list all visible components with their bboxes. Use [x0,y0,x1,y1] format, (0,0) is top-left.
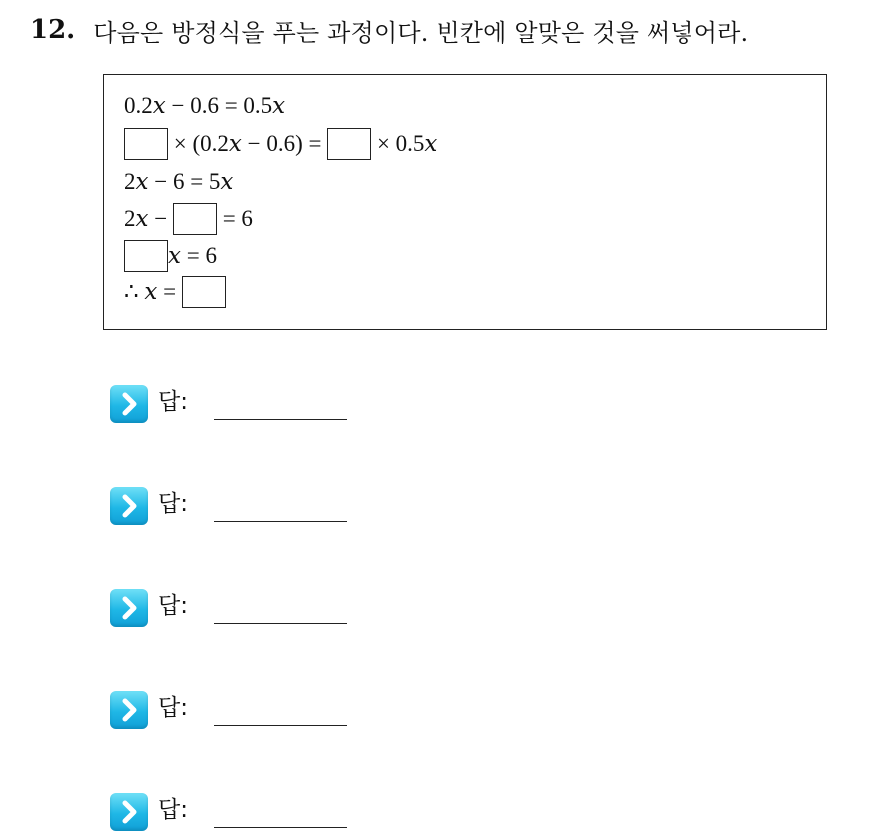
equation-text: = 6 [216,206,253,231]
equation-line-5 [124,239,217,273]
answer-row [110,485,350,525]
question-text: 다음은 방정식을 푸는 과정이다. 빈칸에 알맞은 것을 써넣어라. [93,18,749,47]
chevron-right-icon [110,793,148,831]
equation-text: 0.2𝑥 − 0.6 = 0.5𝑥 [124,93,286,118]
equation-text: ∴ 𝑥 = [124,279,182,304]
blank-box-1 [124,128,168,160]
chevron-right-icon [110,691,148,729]
blank-box-5 [182,276,226,308]
equation-line-4 [124,202,253,236]
answer-label: 답: [158,797,188,823]
answer-row [110,383,350,423]
answer-label: 답: [158,593,188,619]
equation-text: × (0.2𝑥 − 0.6) = [168,131,328,156]
answer-label: 답: [158,389,188,415]
chevron-right-icon [110,487,148,525]
answer-blank-line[interactable] [214,623,347,624]
equation-line-1 [124,89,285,123]
chevron-right-icon [110,385,148,423]
answer-blank-line[interactable] [214,419,347,420]
equation-text: 𝑥 = 6 [168,243,217,268]
blank-box-3 [173,203,217,235]
answer-row [110,689,350,729]
solution-process-box [103,74,827,330]
question-number: 12. [30,15,76,45]
answer-blank-line[interactable] [214,521,347,522]
blank-box-2 [327,128,371,160]
equation-line-3 [124,165,233,199]
equation-text: × 0.5𝑥 [371,131,438,156]
blank-box-4 [124,240,168,272]
equation-text: 2𝑥 − [124,206,173,231]
answer-label: 답: [158,695,188,721]
answer-blank-line[interactable] [214,827,347,828]
answer-label: 답: [158,491,188,517]
equation-line-6 [124,275,226,309]
question-header [30,12,748,48]
answer-row [110,587,350,627]
answer-row [110,791,350,831]
equation-text: 2𝑥 − 6 = 5𝑥 [124,169,234,194]
answer-blank-line[interactable] [214,725,347,726]
chevron-right-icon [110,589,148,627]
equation-line-2 [124,127,437,161]
